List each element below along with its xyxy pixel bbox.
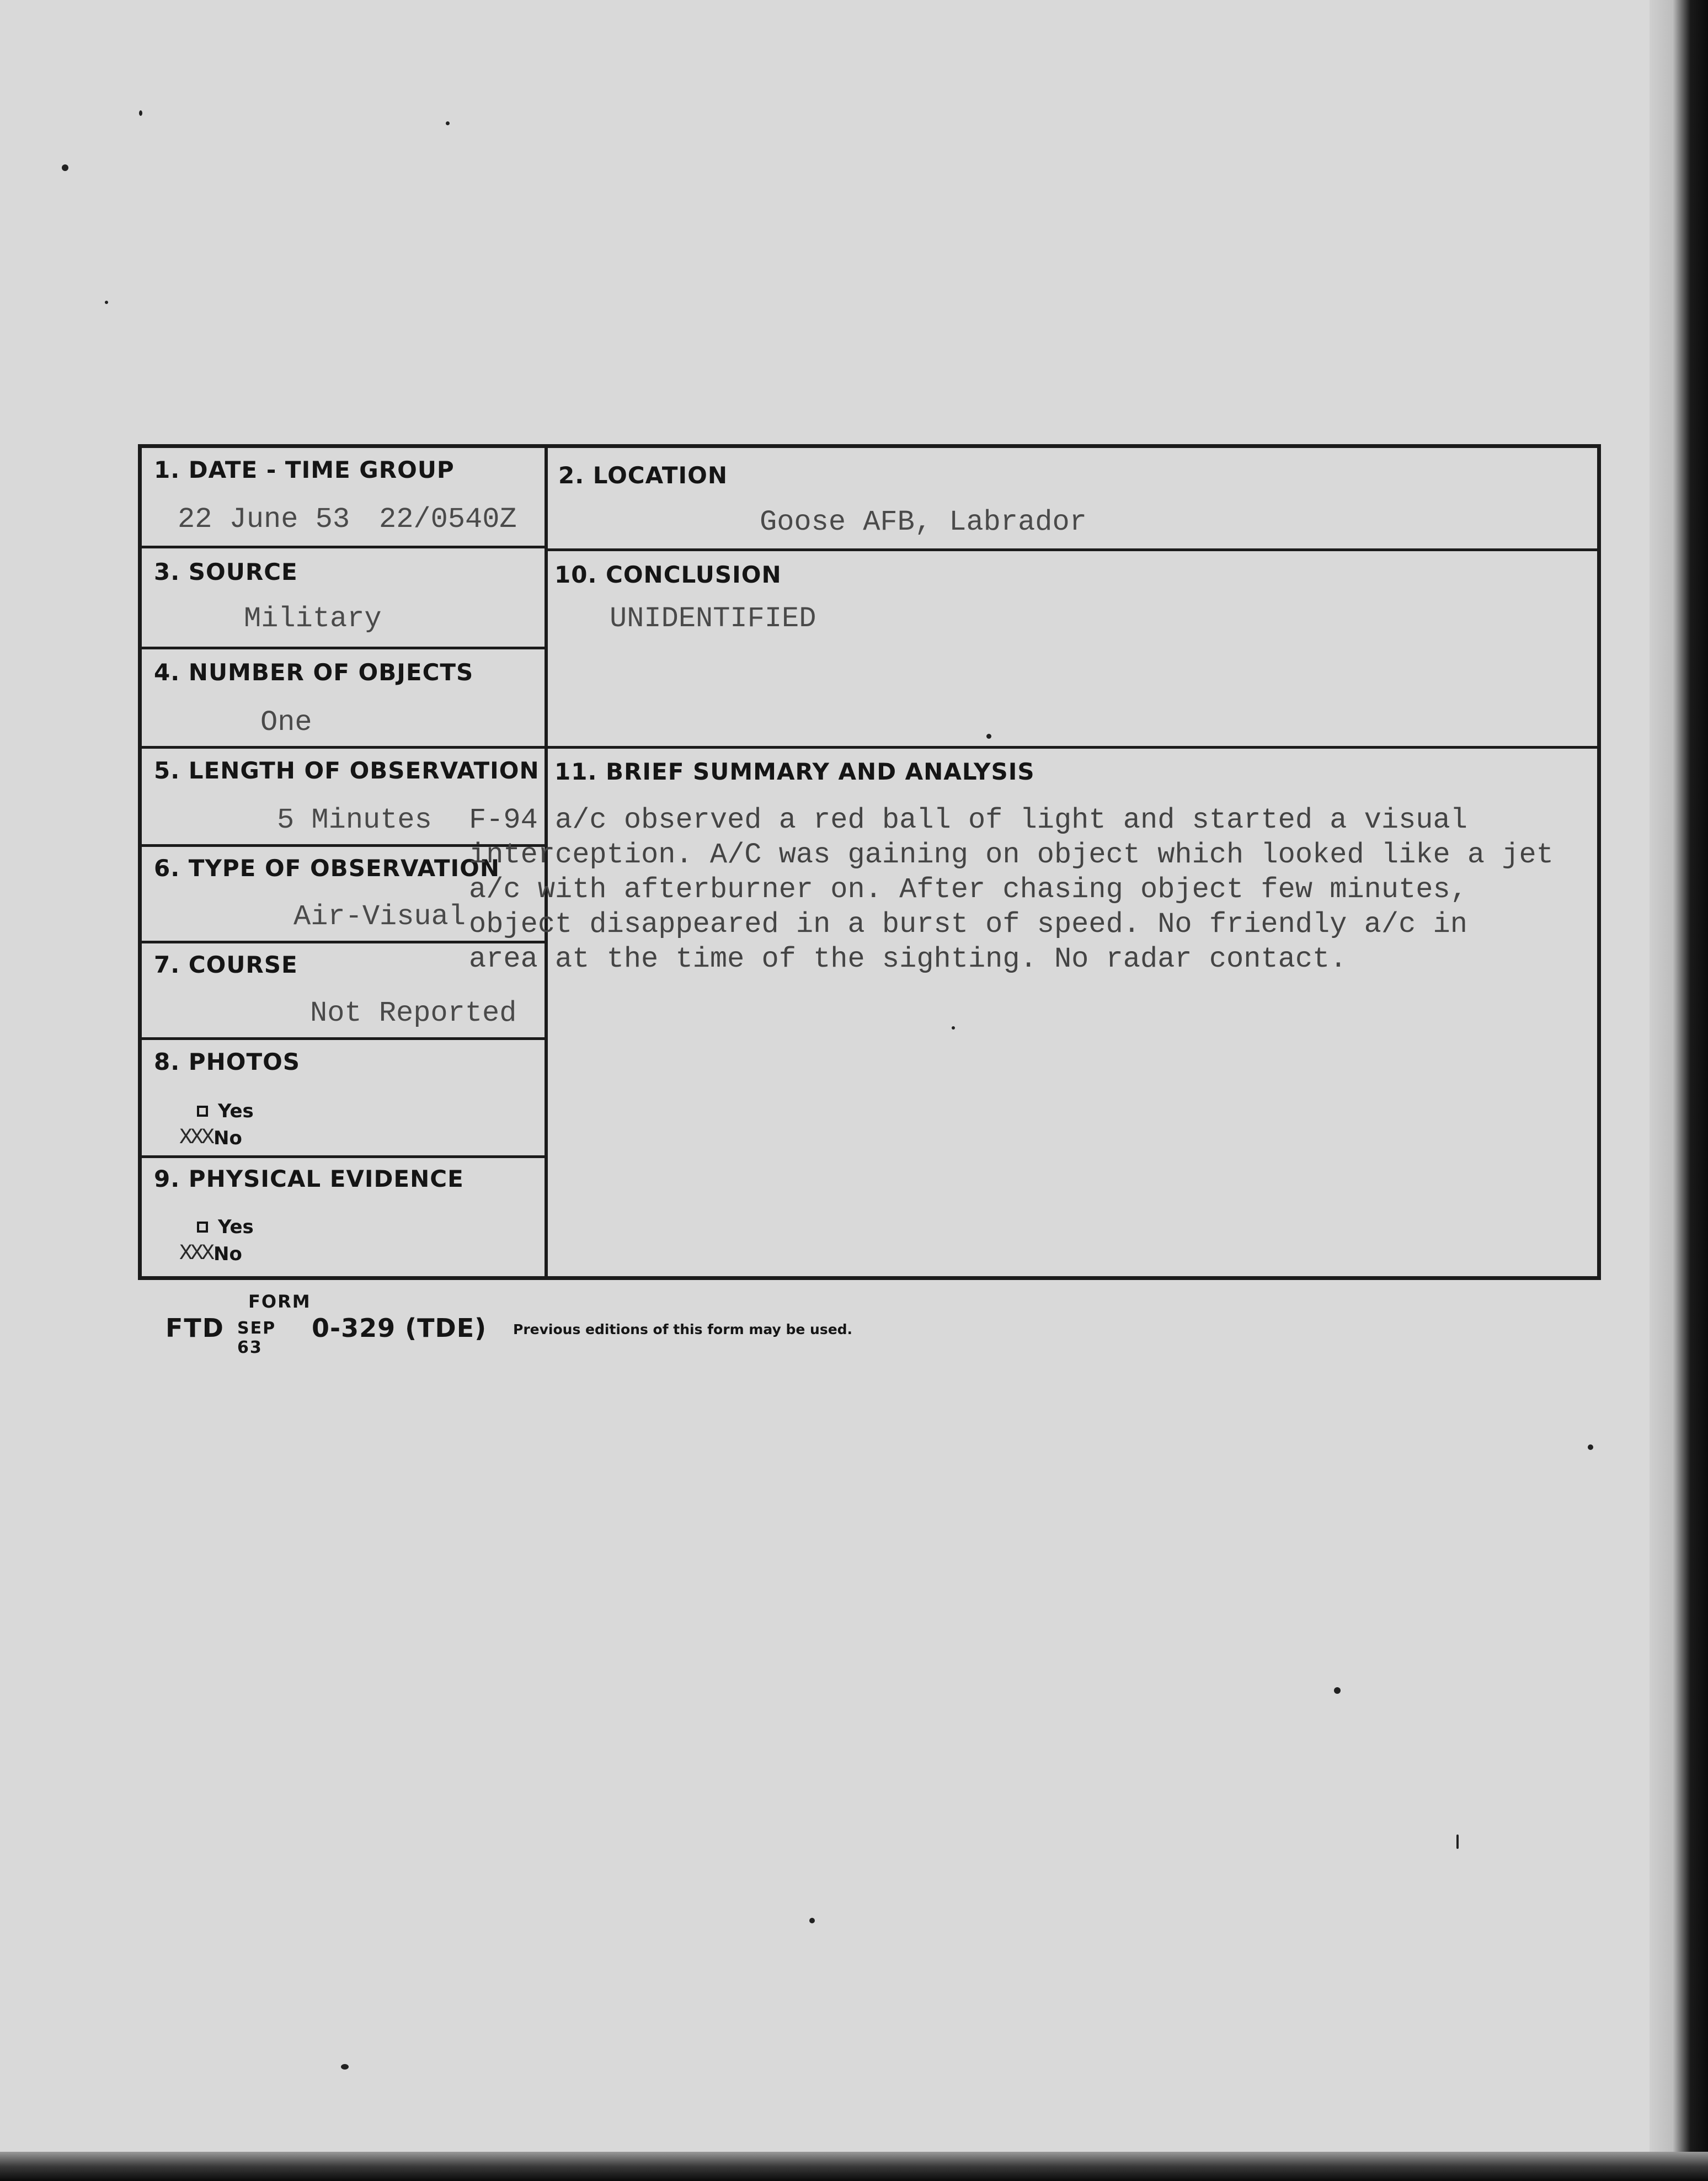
row-divider [142, 1037, 548, 1040]
physical-evidence-no-label: No [214, 1243, 242, 1265]
summary-line: object disappeared in a burst of speed. No friendly a/c in [469, 908, 1467, 941]
speck [446, 121, 450, 125]
number-of-objects-label: 4. NUMBER OF OBJECTS [154, 659, 474, 686]
source-label: 3. SOURCE [154, 558, 298, 585]
length-of-observation-label: 5. LENGTH OF OBSERVATION [154, 757, 540, 784]
row-divider [545, 548, 1601, 551]
scan-edge-right [1650, 0, 1708, 2181]
footer-date: SEP 63 [237, 1319, 276, 1357]
speck [1588, 1444, 1593, 1450]
row-divider [142, 1155, 548, 1158]
course-label: 7. COURSE [154, 951, 298, 978]
footer-note: Previous editions of this form may be used. [513, 1321, 853, 1337]
footer-form-number: 0-329 (TDE) [312, 1313, 487, 1343]
photos-label: 8. PHOTOS [154, 1048, 301, 1075]
speck [1334, 1687, 1341, 1694]
row-divider [142, 746, 548, 749]
summary-line: area at the time of the sighting. No radar contact. [469, 943, 1347, 975]
physical-evidence-no-option[interactable] [179, 1241, 242, 1266]
row-divider [142, 546, 548, 548]
physical-evidence-yes-label: Yes [218, 1216, 254, 1238]
number-of-objects-value: One [260, 706, 312, 739]
conclusion-value: UNIDENTIFIED [610, 602, 816, 635]
summary-line: a/c with afterburner on. After chasing object few minutes, [469, 873, 1467, 906]
speck [105, 301, 108, 304]
scan-edge-bottom [0, 2152, 1708, 2181]
time-value: 22/0540Z [379, 503, 517, 536]
date-value: 22 June 53 [178, 503, 350, 536]
row-divider [142, 647, 548, 649]
physical-evidence-label: 9. PHYSICAL EVIDENCE [154, 1165, 464, 1192]
course-value: Not Reported [310, 997, 517, 1030]
summary-line: interception. A/C was gaining on object which looked like a jet [469, 839, 1554, 871]
photos-yes-option[interactable] [197, 1100, 254, 1122]
date-time-group-label: 1. DATE - TIME GROUP [154, 456, 455, 483]
summary-text [469, 803, 1594, 977]
conclusion-label: 10. CONCLUSION [554, 561, 782, 588]
speck [139, 110, 142, 116]
type-of-observation-value: Air-Visual [293, 900, 466, 933]
length-of-observation-value: 5 Minutes [277, 804, 432, 836]
photos-yes-label: Yes [218, 1100, 254, 1122]
location-value: Goose AFB, Labrador [760, 506, 1087, 538]
speck [809, 1918, 815, 1923]
speck [341, 2064, 349, 2070]
photos-no-label: No [214, 1127, 242, 1149]
footer-ftd: FTD [166, 1313, 225, 1343]
physical-evidence-yes-option[interactable] [197, 1216, 254, 1238]
photos-no-mark: XXX [179, 1126, 213, 1150]
speck [1456, 1835, 1459, 1849]
photos-no-option[interactable] [179, 1126, 242, 1150]
physical-evidence-no-mark: XXX [179, 1241, 213, 1266]
checkbox[interactable] [197, 1222, 208, 1233]
summary-line: F-94 a/c observed a red ball of light and started a visual [469, 804, 1467, 836]
location-label: 2. LOCATION [558, 462, 728, 489]
type-of-observation-label: 6. TYPE OF OBSERVATION [154, 855, 500, 882]
row-divider [545, 746, 1601, 749]
source-value: Military [244, 602, 382, 635]
speck [62, 164, 68, 171]
footer-form-word: FORM [248, 1291, 311, 1312]
checkbox[interactable] [197, 1106, 208, 1117]
summary-label: 11. BRIEF SUMMARY AND ANALYSIS [554, 758, 1035, 785]
